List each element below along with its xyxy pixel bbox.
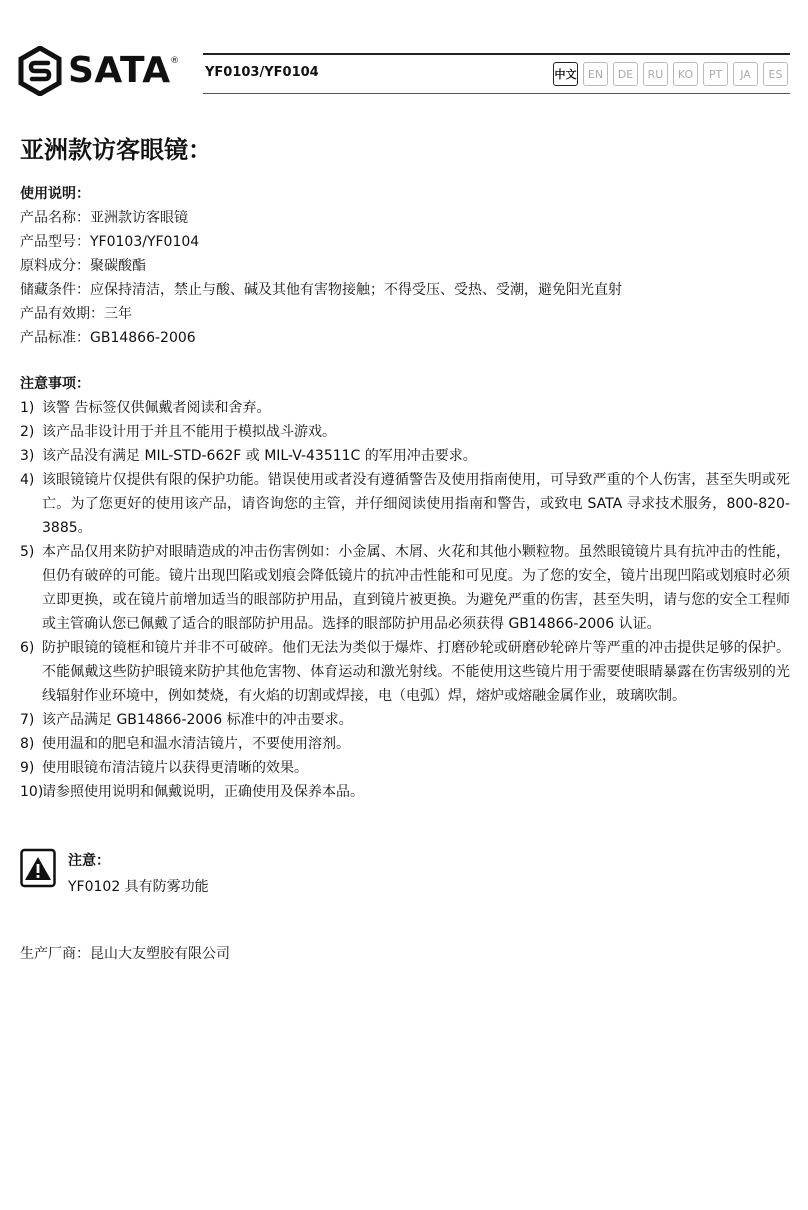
note-number: 10)	[20, 784, 44, 800]
main-content	[20, 130, 790, 804]
note-text: 请参照使用说明和佩戴说明，正确使用及保养本品。	[42, 784, 364, 800]
warning-triangle-icon	[20, 848, 56, 888]
manufacturer-line: 生产厂商：昆山大友塑胶有限公司	[20, 946, 230, 962]
lang-tab-pt[interactable]: PT	[703, 62, 728, 86]
header-divider-bottom	[203, 93, 790, 94]
note-text: 该产品非设计用于并且不能用于模拟战斗游戏。	[42, 424, 336, 440]
note-text: 本产品仅用来防护对眼睛造成的冲击伤害例如：小金属、木屑、火花和其他小颗粒物。虽然眼镜镜片具有抗冲击的性能，但仍有破碎的可能。镜片出现凹陷或划痕会降低镜片的抗冲击性能和可见度。为了您的安全，镜片出现凹陷或划痕时必须立即更换，或在镜片前增加适当的眼部防护用品，直到镜片被更换。为避免严重的伤害，甚至失明，请与您的安全工程师或主管确认您已佩戴了适合的眼部防护用品。选择的眼部防护用品必须获得 GB14866-2006 认证。	[42, 544, 790, 632]
note-text: 该警 告标签仅供佩戴者阅读和舍弃。	[42, 400, 271, 416]
language-selector	[553, 62, 788, 86]
lang-tab-de[interactable]: DE	[613, 62, 638, 86]
note-item	[20, 780, 790, 804]
lang-tab-ru[interactable]: RU	[643, 62, 668, 86]
note-text: 防护眼镜的镜框和镜片并非不可破碎。他们无法为类似于爆炸、打磨砂轮或研磨砂轮碎片等严重的冲击提供足够的保护。不能佩戴这些防护眼镜来防护其他危害物、体育运动和激光射线。不能使用这些镜片用于需要使眼睛暴露在伤害级别的光线辐射作业环境中，例如焚烧，有火焰的切割或焊接，电（电弧）焊，熔炉或熔融金属作业，玻璃吹制。	[42, 640, 790, 704]
note-text: 该产品满足 GB14866-2006 标准中的冲击要求。	[42, 712, 353, 728]
lang-tab-ko[interactable]: KO	[673, 62, 698, 86]
note-number: 2)	[20, 424, 35, 440]
spacer	[20, 350, 790, 372]
product-name-line: 产品名称：亚洲款访客眼镜	[20, 210, 188, 226]
product-model-line: 产品型号：YF0103/YF0104	[20, 234, 200, 250]
note-number: 9)	[20, 760, 35, 776]
shelf-life-line: 产品有效期：三年	[20, 306, 132, 322]
material-line: 原料成分：聚碳酸酯	[20, 258, 146, 274]
warning-notice	[20, 848, 209, 900]
note-number: 3)	[20, 448, 35, 464]
note-item	[20, 396, 790, 420]
brand-text: SATA	[68, 50, 171, 91]
warning-content	[68, 848, 209, 900]
note-item	[20, 636, 790, 708]
note-number: 8)	[20, 736, 35, 752]
header-divider-top	[203, 53, 790, 55]
lang-tab-en[interactable]: EN	[583, 62, 608, 86]
model-number: YF0103/YF0104	[205, 65, 319, 80]
registered-mark: ®	[170, 56, 180, 66]
header	[0, 0, 808, 110]
note-text: 使用眼镜布清洁镜片以获得更清晰的效果。	[42, 760, 308, 776]
note-item	[20, 420, 790, 444]
note-text: 该眼镜镜片仅提供有限的保护功能。错误使用或者没有遵循警告及使用指南使用，可导致严重的个人伤害，甚至失明或死亡。为了您更好的使用该产品，请咨询您的主管，并仔细阅读使用指南和警告，或致电 SATA 寻求技术服务，800-820-3885。	[42, 472, 790, 536]
lang-tab-es[interactable]: ES	[763, 62, 788, 86]
note-item	[20, 732, 790, 756]
note-number: 4)	[20, 472, 35, 488]
notes-list	[20, 396, 790, 804]
note-number: 7)	[20, 712, 35, 728]
note-item	[20, 444, 790, 468]
sata-logo	[18, 46, 180, 96]
note-number: 5)	[20, 544, 35, 560]
note-item	[20, 756, 790, 780]
brand-name	[68, 50, 180, 91]
notes-heading: 注意事项：	[20, 376, 90, 392]
lang-tab-ja[interactable]: JA	[733, 62, 758, 86]
note-item	[20, 540, 790, 636]
sata-hex-icon	[18, 46, 62, 96]
page-title: 亚洲款访客眼镜：	[20, 136, 212, 164]
lang-tab-zh[interactable]: 中文	[553, 62, 578, 86]
note-item	[20, 708, 790, 732]
warning-text: YF0102 具有防雾功能	[68, 879, 209, 895]
note-text: 该产品没有满足 MIL-STD-662F 或 MIL-V-43511C 的军用冲击要求。	[42, 448, 477, 464]
note-item	[20, 468, 790, 540]
note-number: 1)	[20, 400, 35, 416]
storage-line: 储藏条件：应保持清洁，禁止与酸、碱及其他有害物接触；不得受压、受热、受潮，避免阳光直射	[20, 282, 622, 298]
usage-heading: 使用说明：	[20, 186, 90, 202]
standard-line: 产品标准：GB14866-2006	[20, 330, 196, 346]
note-number: 6)	[20, 640, 35, 656]
warning-title: 注意：	[68, 853, 110, 869]
note-text: 使用温和的肥皂和温水清洁镜片，不要使用溶剂。	[42, 736, 350, 752]
